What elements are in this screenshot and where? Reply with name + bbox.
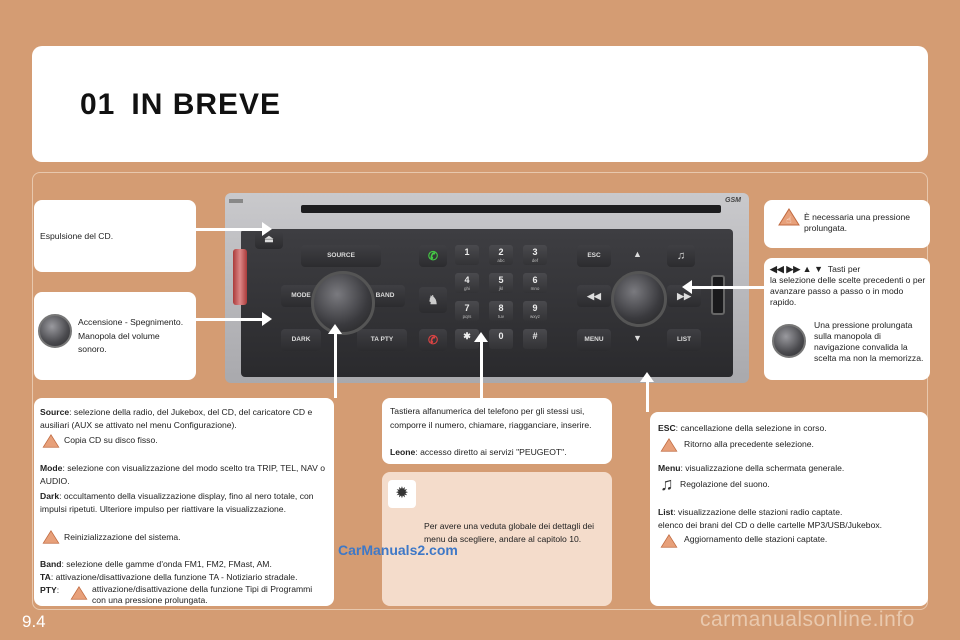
source-line xyxy=(40,406,330,432)
arrow-keys-text xyxy=(770,264,926,308)
chapter-title: IN BREVE xyxy=(131,88,282,121)
keypad-key[interactable] xyxy=(523,273,547,293)
radio-brand-label: GSM xyxy=(725,197,741,204)
left-lamp xyxy=(233,249,247,305)
leone-label: Leone xyxy=(390,447,416,457)
keypad-key-letters: mno xyxy=(530,286,540,291)
dark-button[interactable]: DARK xyxy=(281,329,321,351)
esc-long-text: Ritorno alla precedente selezione. xyxy=(684,439,814,449)
keypad-pointer-line xyxy=(480,340,483,398)
power-pointer-arrow xyxy=(262,312,272,326)
svg-text:☝: ☝ xyxy=(786,216,792,226)
band-text: : selezione delle gamme d'onda FM1, FM2, FMast, AM. xyxy=(61,559,272,569)
keypad-key[interactable] xyxy=(489,301,513,321)
keypad-key-number: 7 xyxy=(464,303,470,313)
power-text: Accensione - Spegnimento. Manopola del volume sonoro. xyxy=(78,317,184,354)
esc-long-icon xyxy=(660,438,678,457)
keypad-key-number: 3 xyxy=(532,247,538,257)
ta-label: TA xyxy=(40,572,51,582)
keypad-key-number: # xyxy=(532,331,538,341)
source-text: : selezione della radio, del Jukebox, del CD, del caricatore CD e ausiliari (AUX se attivato nel menu Configurazione). xyxy=(40,407,313,430)
keypad-key[interactable] xyxy=(523,245,547,265)
eject-button[interactable]: ⏏ xyxy=(255,231,283,249)
hangup-button[interactable]: ✆ xyxy=(419,329,447,351)
pty-label: PTY xyxy=(40,585,57,595)
keypad-pointer-arrow xyxy=(474,332,488,342)
band-button[interactable]: BAND xyxy=(365,285,405,307)
keypad-key-letters: pqrs xyxy=(462,314,472,319)
nav-pointer-arrow xyxy=(682,280,692,294)
music-note-icon: ♫ xyxy=(660,474,674,494)
keypad-key[interactable] xyxy=(523,301,547,321)
keypad-info-panel xyxy=(382,398,612,464)
list-button[interactable]: LIST xyxy=(667,329,701,351)
chapter-number: 01 xyxy=(80,88,116,121)
copy-cd-text: Copia CD su disco fisso. xyxy=(64,435,158,445)
esc-line xyxy=(658,422,924,436)
list-long-text: Aggiornamento delle stazioni captate. xyxy=(684,534,828,544)
keypad-text: Tastiera alfanumerica del telefono per gli stessi usi, comporre il numero, chiamare, riagganciare, inserire. xyxy=(390,406,592,430)
keypad-key-number: 1 xyxy=(464,247,470,257)
list-text-2: elenco dei brani del CD o delle cartelle MP3/USB/Jukebox. xyxy=(658,520,883,530)
radio-faceplate xyxy=(241,229,733,377)
ta-text: : attivazione/disattivazione della funzione TA - Notiziario stradale. xyxy=(50,572,298,582)
arrows-callout xyxy=(764,258,930,380)
keypad-key[interactable] xyxy=(523,329,547,349)
band-label: Band xyxy=(40,559,62,569)
page-title xyxy=(80,88,297,122)
keypad-key-number: ✱ xyxy=(463,331,471,341)
esc-text: : cancellazione della selezione in corso. xyxy=(675,423,827,433)
dark-line xyxy=(40,490,330,516)
volume-knob-icon xyxy=(38,314,72,348)
ta-pty-button[interactable]: TA PTY xyxy=(357,329,407,351)
keypad-key-letters: ghi xyxy=(463,286,470,291)
keypad xyxy=(455,245,555,355)
keypad-key[interactable] xyxy=(455,301,479,321)
keypad-key-number: 6 xyxy=(532,275,538,285)
forward-button[interactable]: ▶▶ xyxy=(667,285,701,307)
eject-pointer-arrow xyxy=(262,222,272,236)
power-pointer-line xyxy=(196,318,264,321)
eject-callout xyxy=(34,200,196,272)
source-pointer-arrow xyxy=(328,324,342,334)
long-press-icon xyxy=(778,208,800,231)
keypad-key-number: 0 xyxy=(498,331,504,341)
arrow-keys-symbols: ◀◀ ▶▶ ▲ ▼ xyxy=(770,264,824,274)
pty-icon xyxy=(70,586,88,605)
copy-cd-icon xyxy=(42,434,60,453)
nav-knob-icon xyxy=(772,324,806,358)
keypad-key[interactable] xyxy=(455,245,479,265)
tip-text: Per avere una veduta globale dei dettagli dei menu da scegliere, andare al capitolo 10. xyxy=(424,521,595,544)
mode-button[interactable]: MODE xyxy=(281,285,321,307)
leone-text: : accesso diretto ai servizi "PEUGEOT". xyxy=(415,447,567,457)
tip-panel xyxy=(382,472,612,606)
long-press-callout xyxy=(764,200,930,248)
pty-label-line: PTY: xyxy=(40,585,60,595)
keypad-key-number: 5 xyxy=(498,275,504,285)
list-line xyxy=(658,506,924,520)
lightbulb-icon: ✹ xyxy=(388,480,416,508)
watermark-small: CarManuals2.com xyxy=(338,542,458,558)
menu-button[interactable]: MENU xyxy=(577,329,611,351)
list-label: List xyxy=(658,507,674,517)
long-press-text: È necessaria una pressione prolungata. xyxy=(804,212,911,233)
keypad-key-letters: def xyxy=(531,258,539,263)
menu-label: Menu xyxy=(658,463,681,473)
esc-pointer-line xyxy=(646,380,649,412)
page-number: 9.4 xyxy=(22,612,46,631)
band-line xyxy=(40,558,330,571)
leone-line xyxy=(390,446,606,460)
keypad-key[interactable] xyxy=(455,273,479,293)
keypad-key-number: 9 xyxy=(532,303,538,313)
source-info-panel xyxy=(34,398,334,606)
keypad-key-letters: abc xyxy=(497,258,505,263)
keypad-key-letters: tuv xyxy=(497,314,504,319)
keypad-key[interactable] xyxy=(489,273,513,293)
keypad-key-number: 8 xyxy=(498,303,504,313)
radio-unit xyxy=(225,193,749,383)
power-callout xyxy=(34,292,196,380)
keypad-key-letters: wxyz xyxy=(530,314,540,319)
reinit-text: Reinizializzazione del sistema. xyxy=(64,532,181,542)
ta-line xyxy=(40,571,330,584)
dark-text: : occultamento della visualizzazione display, fino al nero totale, con impulsi ripetuti. Ulteriore impulso per riattivare la visualizzazione. xyxy=(40,491,314,514)
peugeot-button[interactable]: ♞ xyxy=(419,287,447,313)
list-long-icon xyxy=(660,534,678,553)
esc-button[interactable]: ESC xyxy=(577,245,611,267)
rewind-button[interactable]: ◀◀ xyxy=(577,285,611,307)
mode-line xyxy=(40,462,330,488)
usb-port[interactable] xyxy=(711,275,725,315)
esc-pointer-arrow xyxy=(640,372,654,382)
mode-text: : selezione con visualizzazione del modo scelto tra TRIP, TEL, NAV o AUDIO. xyxy=(40,463,325,486)
esc-label: ESC xyxy=(658,423,676,433)
music-button[interactable]: ♫ xyxy=(667,245,695,267)
keypad-key[interactable] xyxy=(489,329,513,349)
radio-logo xyxy=(229,199,243,203)
pty-text: attivazione/disattivazione della funzione Tipi di Programmi con una pressione prolungata. xyxy=(92,584,313,605)
up-arrow-icon[interactable]: ▲ xyxy=(633,249,642,259)
volume-knob[interactable] xyxy=(311,271,375,335)
watermark: carmanualsonline.info xyxy=(700,608,915,631)
source-pointer-line xyxy=(334,332,337,398)
mode-label: Mode xyxy=(40,463,63,473)
menu-text: : visualizzazione della schermata generale. xyxy=(680,463,845,473)
controls-info-panel xyxy=(650,412,928,606)
call-button[interactable]: ✆ xyxy=(419,245,447,267)
dark-label: Dark xyxy=(40,491,60,501)
down-arrow-icon[interactable]: ▼ xyxy=(633,333,642,343)
cd-slot xyxy=(301,205,721,213)
menu-music-text: Regolazione del suono. xyxy=(680,479,770,489)
knob-long-text: Una pressione prolungata sulla manopola di navigazione convalida la scelta ma non la memorizza. xyxy=(814,320,924,363)
keypad-key-number: 4 xyxy=(464,275,470,285)
eject-text: Espulsione del CD. xyxy=(40,231,114,241)
reinit-icon xyxy=(42,530,60,549)
navigation-knob[interactable] xyxy=(611,271,667,327)
menu-line xyxy=(658,462,924,476)
arrow-keys-text-1: Tasti per xyxy=(827,264,861,274)
nav-pointer-line xyxy=(690,286,764,289)
keypad-key[interactable] xyxy=(489,245,513,265)
keypad-key-number: 2 xyxy=(498,247,504,257)
source-label: Source xyxy=(40,407,70,417)
keypad-key-letters: jkl xyxy=(498,286,504,291)
list-text: : visualizzazione delle stazioni radio captate. xyxy=(673,507,843,517)
eject-pointer-line xyxy=(196,228,266,231)
source-button[interactable]: SOURCE xyxy=(301,245,381,267)
arrow-keys-text-2: la selezione delle scelte precedenti o per avanzare passo a passo o in modo rapido. xyxy=(770,275,926,307)
